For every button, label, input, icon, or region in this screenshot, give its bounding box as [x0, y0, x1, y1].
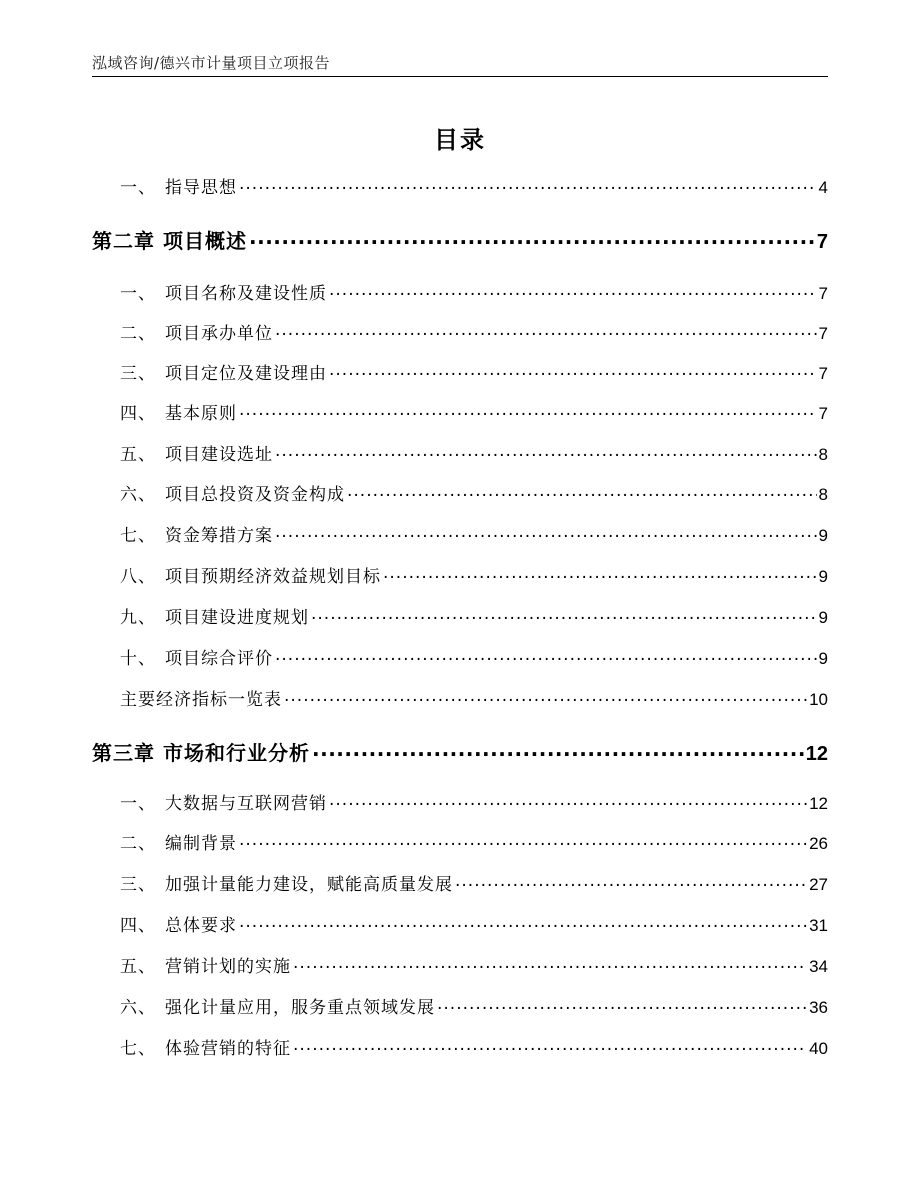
toc-entry-label [120, 997, 435, 1019]
toc-entry-label [120, 566, 381, 588]
dot-leader [275, 443, 817, 460]
dot-leader [293, 1037, 807, 1054]
toc-entry-number: 三、 [120, 875, 156, 895]
toc-entry-text: 项目建设进度规划 [165, 608, 309, 628]
toc-title: 目录 [434, 126, 486, 154]
toc-entry-number: 十、 [120, 649, 156, 669]
dot-leader [275, 322, 817, 339]
toc-entry-label [120, 689, 282, 711]
toc-entry-label [120, 833, 237, 855]
toc-entry-number: 一、 [120, 284, 156, 304]
toc-entry-number: 一、 [120, 794, 156, 814]
toc-entry-number: 五、 [120, 957, 156, 977]
toc-entry-text: 项目综合评价 [165, 649, 273, 669]
toc-section-entry[interactable] [120, 606, 828, 629]
toc-page-number: 10 [809, 690, 828, 709]
toc-entry-label [92, 228, 247, 254]
toc-page-number: 9 [818, 567, 828, 586]
dot-leader [293, 955, 807, 972]
toc-section-entry[interactable] [120, 955, 828, 978]
dot-leader [275, 647, 817, 664]
toc-entry-text: 强化计量应用，服务重点领域发展 [165, 998, 435, 1018]
toc-entry-number: 三、 [120, 364, 156, 384]
toc-entry-text: 项目概述 [163, 229, 247, 253]
toc-page-number: 9 [818, 649, 828, 668]
toc-entry-text: 加强计量能力建设，赋能高质量发展 [165, 875, 453, 895]
toc-entry-text: 项目预期经济效益规划目标 [165, 567, 381, 587]
toc-section-entry[interactable] [120, 443, 828, 466]
toc-entry-number: 六、 [120, 485, 156, 505]
toc-entry-text: 项目名称及建设性质 [165, 284, 327, 304]
toc-entry-text: 指导思想 [165, 178, 237, 198]
toc-section-entry[interactable] [120, 402, 828, 425]
toc-entry-number: 七、 [120, 1039, 156, 1059]
toc-entry-text: 项目总投资及资金构成 [165, 485, 345, 505]
dot-leader [239, 914, 807, 931]
toc-entry-label [120, 363, 327, 385]
toc-entry-label [120, 648, 273, 670]
toc-page-number: 26 [809, 834, 828, 853]
toc-page-number: 9 [818, 526, 828, 545]
toc-entry-number: 第二章 [92, 229, 155, 253]
toc-entry-label [120, 484, 345, 506]
toc-entry-text: 编制背景 [165, 834, 237, 854]
dot-leader [455, 873, 807, 890]
toc-section-entry[interactable] [120, 524, 828, 547]
toc-page-number: 34 [809, 957, 828, 976]
toc-entry-number: 四、 [120, 404, 156, 424]
toc-entry-text: 大数据与互联网营销 [165, 794, 327, 814]
dot-leader [312, 740, 804, 760]
toc-entry-label [92, 740, 310, 766]
toc-page-number: 8 [818, 445, 828, 464]
toc-page-number: 7 [818, 404, 828, 423]
toc-section-entry[interactable] [120, 688, 828, 711]
toc-entry-number: 九、 [120, 608, 156, 628]
toc-entry-label [120, 283, 327, 305]
toc-section-entry[interactable] [120, 996, 828, 1019]
dot-leader [311, 606, 817, 623]
toc-entry-label [120, 915, 237, 937]
toc-page-number: 31 [809, 916, 828, 935]
toc-entry-text: 体验营销的特征 [165, 1039, 291, 1059]
toc-entry-number: 七、 [120, 526, 156, 546]
dot-leader [383, 565, 817, 582]
toc-entry-label [120, 1038, 291, 1060]
toc-page-number: 7 [818, 284, 828, 303]
toc-entry-text: 资金筹措方案 [165, 526, 273, 546]
toc-entry-number: 五、 [120, 445, 156, 465]
toc-entry-text: 营销计划的实施 [165, 957, 291, 977]
toc-entry-number: 二、 [120, 834, 156, 854]
toc-page-number: 40 [809, 1039, 828, 1058]
toc-entry-label [120, 323, 273, 345]
toc-entry-label [120, 403, 237, 425]
toc-entry-label [120, 525, 273, 547]
toc-section-entry[interactable] [120, 565, 828, 588]
dot-leader [329, 282, 817, 299]
dot-leader [437, 996, 807, 1013]
toc-entry-label [120, 607, 309, 629]
toc-entry-text: 项目承办单位 [165, 324, 273, 344]
toc-entry-text: 市场和行业分析 [163, 741, 310, 765]
toc-entry-number: 一、 [120, 178, 156, 198]
toc-section-entry[interactable] [120, 1037, 828, 1060]
toc-entry-number: 八、 [120, 567, 156, 587]
toc-chapter-entry[interactable] [92, 228, 828, 255]
toc-entry-label [120, 956, 291, 978]
toc-page-number: 27 [809, 875, 828, 894]
toc-section-entry[interactable] [120, 362, 828, 385]
toc-section-entry[interactable] [120, 176, 828, 199]
dot-leader [249, 228, 815, 248]
toc-chapter-entry[interactable] [92, 740, 828, 767]
toc-entry-text: 项目定位及建设理由 [165, 364, 327, 384]
toc-entry-label [120, 874, 453, 896]
toc-page-number: 9 [818, 608, 828, 627]
toc-entry-text: 主要经济指标一览表 [120, 690, 282, 710]
toc-entry-number: 二、 [120, 324, 156, 344]
toc-entry-text: 项目建设选址 [165, 445, 273, 465]
toc-entry-number: 六、 [120, 998, 156, 1018]
toc-section-entry[interactable] [120, 483, 828, 506]
toc-section-entry[interactable] [120, 873, 828, 896]
dot-leader [239, 832, 807, 849]
toc-section-entry[interactable] [120, 832, 828, 855]
toc-section-entry[interactable] [120, 322, 828, 345]
dot-leader [329, 362, 817, 379]
running-header: 泓域咨询/德兴市计量项目立项报告 [92, 54, 331, 72]
toc-page-number: 8 [818, 485, 828, 504]
dot-leader [347, 483, 817, 500]
toc-section-entry[interactable] [120, 647, 828, 670]
toc-entry-label [120, 793, 327, 815]
toc-entry-label [120, 444, 273, 466]
dot-leader [275, 524, 817, 541]
dot-leader [284, 688, 807, 705]
toc-entry-number: 第三章 [92, 741, 155, 765]
dot-leader [239, 176, 817, 193]
toc-page-number: 12 [805, 743, 828, 765]
toc-page-number: 7 [818, 324, 828, 343]
toc-page-number: 4 [818, 178, 828, 197]
toc-page-number: 7 [818, 364, 828, 383]
toc-section-entry[interactable] [120, 914, 828, 937]
dot-leader [329, 792, 807, 809]
toc-entry-label [120, 177, 237, 199]
toc-entry-number: 四、 [120, 916, 156, 936]
toc-page-number: 7 [816, 231, 828, 253]
toc-page-number: 12 [809, 794, 828, 813]
toc-entry-text: 总体要求 [165, 916, 237, 936]
toc-page-number: 36 [809, 998, 828, 1017]
toc-entry-text: 基本原则 [165, 404, 237, 424]
toc-section-entry[interactable] [120, 282, 828, 305]
dot-leader [239, 402, 817, 419]
toc-section-entry[interactable] [120, 792, 828, 815]
header-rule [92, 76, 828, 77]
